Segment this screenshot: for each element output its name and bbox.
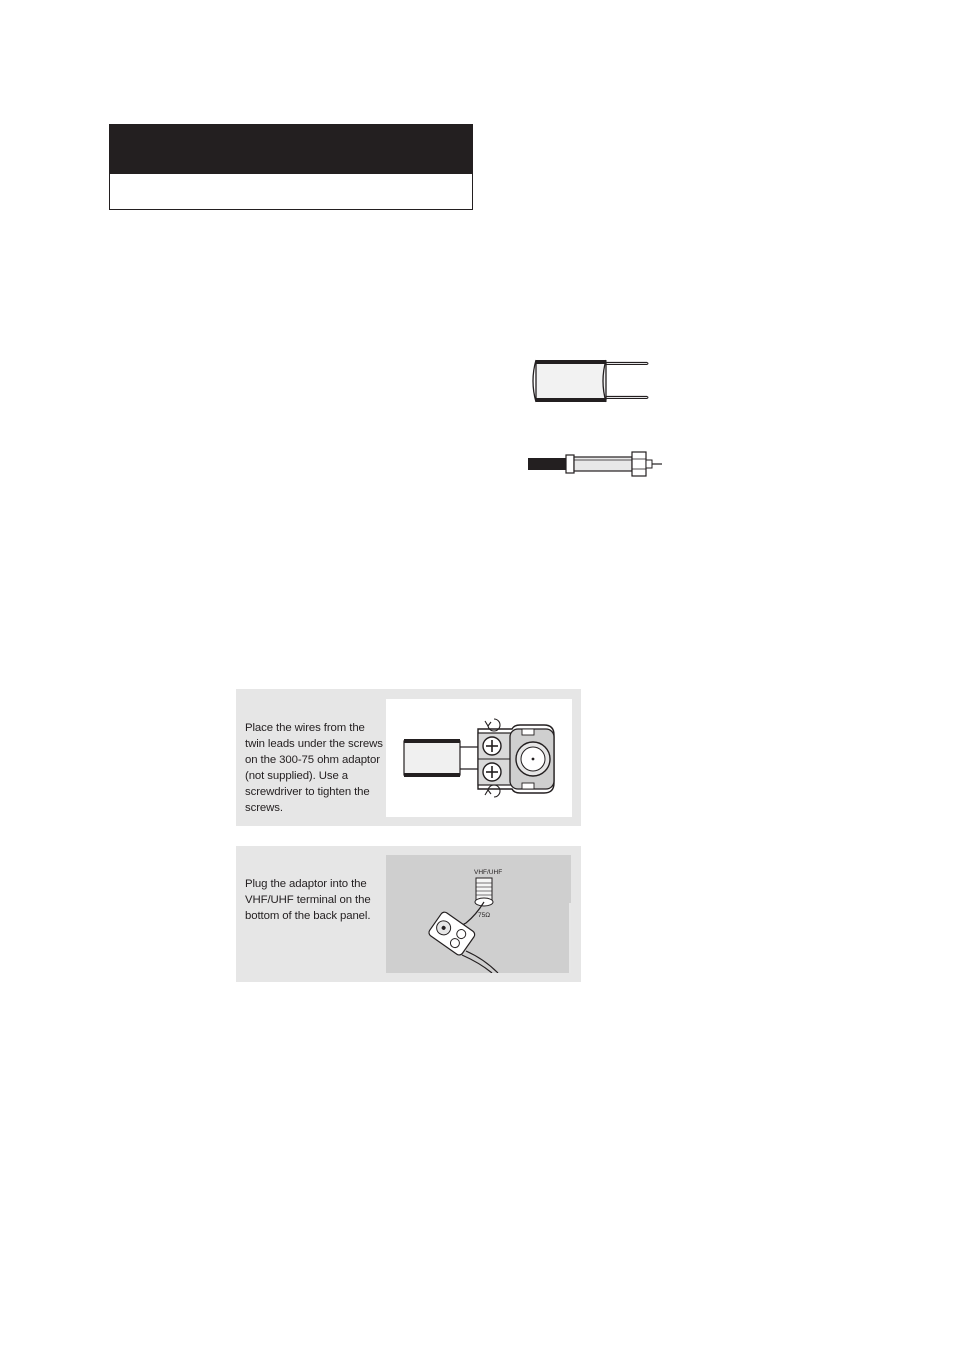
step-2-panel — [236, 846, 581, 982]
step-1-panel — [236, 689, 581, 826]
section-title-bar — [110, 125, 472, 174]
coaxial-cable-illustration — [526, 450, 664, 478]
adaptor-plug-illustration — [386, 855, 571, 973]
twin-lead-cable-illustration — [528, 354, 654, 406]
impedance-label: 75Ω — [478, 912, 491, 919]
step-1-instructions: Place the wires from the twin leads under the screws on the 300-75 ohm adaptor (not supplied). Use a screwdriver to tighten the screws. — [245, 722, 383, 814]
adaptor-screws-illustration — [386, 699, 572, 817]
step-2-instructions: Plug the adaptor into the VHF/UHF terminal on the bottom of the back panel. — [245, 878, 371, 922]
section-header — [109, 124, 473, 210]
section-subtitle-bar — [110, 174, 472, 209]
terminal-label: VHF/UHF — [474, 869, 503, 876]
